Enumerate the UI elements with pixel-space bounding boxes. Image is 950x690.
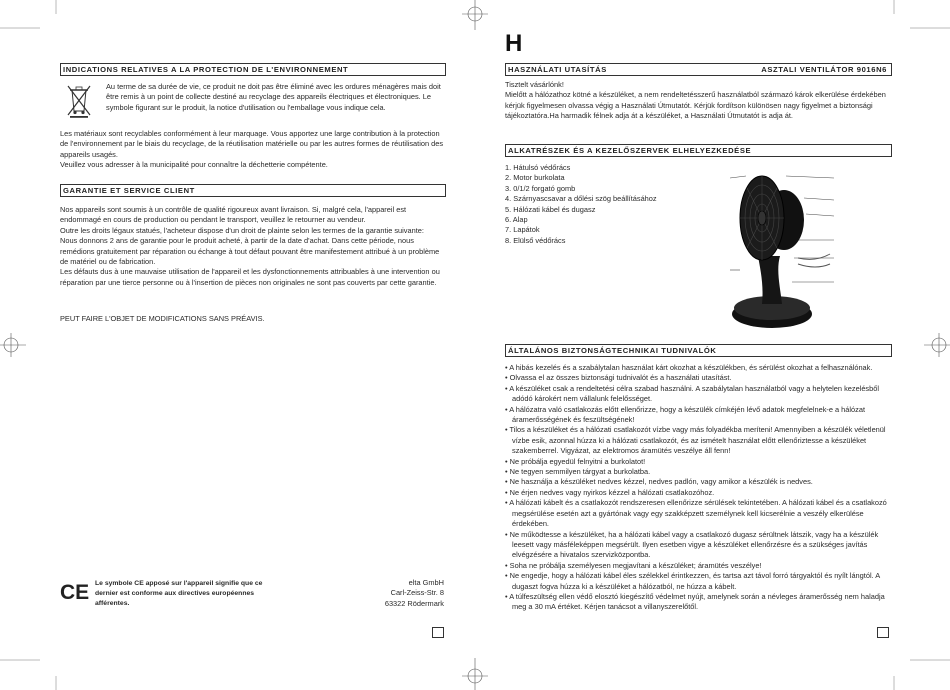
list-item: • A túlfeszültség ellen védő elosztó kiegészítő védelmet nyújt, amelynek során a névleges áramerősség nem haladja meg a 30 mA értéket. Kérjen tanácsot a villanyszerelőtől. <box>505 592 891 613</box>
list-item: • Ne használja a készüléket nedves kézzel, nedves padlón, vagy amikor a készülék is nedves. <box>505 477 891 487</box>
address-line: 63322 Rödermark <box>384 598 444 608</box>
warranty-paragraph: Les défauts dus à une mauvaise utilisation de l'appareil et les dysfonctionnements attribuables à une intervention ou réparation par une tierce personne ou à l'insertion de pièces non originales ne sont pas couverts par cette garantie. <box>60 267 440 287</box>
intro-text: Mielőtt a hálózathoz kötné a készüléket, a nem rendeltetésszerű használatból származó károk elkerülése érdekében kérjük figyelmesen olvassa végig a Használati Útmutatót. Kérjük fordítson különösen nagy figyelmet a biztonsági tájékoztatóra.Ha harmadik félnek adja át a készüléket, a Használati Útmutatót is adja át. <box>505 90 886 121</box>
environment-paragraph: Veuillez vous adresser à la municipalité pour connaître la déchetterie compétente. <box>60 160 328 170</box>
environment-paragraph: Les matériaux sont recyclables conformément à leur marquage. Vous apportez une large contribution à la protection de l'environnement par le biais du recyclage, de la réutilisation matérielle ou par les autres formes de réutilisation des appareils usagés. <box>60 129 444 159</box>
parts-list <box>505 163 705 246</box>
list-item: • Ne működtesse a készüléket, ha a hálózati kábel vagy a csatlakozó dugasz sérültnek látszik, vagy ha a készülék leesett vagy másféleképpen megsérült. Ilyen esetben vigye a készüléket ellenőrzésre és a szükséges javítás elvégzésére a hivatalos szervizközpontba. <box>505 530 891 561</box>
list-item: 5. Hálózati kábel és dugasz <box>505 204 596 214</box>
ce-mark-icon <box>60 580 90 602</box>
list-item: • Ne próbálja egyedül felnyitni a burkolatot! <box>505 457 891 467</box>
page-number-box-left <box>432 627 444 638</box>
crossed-out-wheelie-bin-icon <box>64 84 94 118</box>
list-item: • Ne engedje, hogy a hálózati kábel éles szélekkel érintkezzen, és tartsa azt távol forró tárgyaktól és nyílt lángtól. A dugaszt fogva húzza ki a készüléket a hálózatból, ne húzza a kábelt. <box>505 571 891 592</box>
list-item: • A hálózatra való csatlakozás előtt ellenőrizze, hogy a készülék címkéjén lévő adatok megfelelnek-e a hálózat áramerősségének és feszültségének! <box>505 405 891 426</box>
desk-fan-illustration <box>726 158 838 330</box>
list-item: • A hibás kezelés és a szabálytalan használat kárt okozhat a készülékben, és sérülést okozhat a felhasználónak. <box>505 363 891 373</box>
warranty-paragraph: Outre les droits légaux statués, l'acheteur dispose d'un droit de plainte selon les termes de la garantie suivante: <box>60 225 424 235</box>
address-line: Carl-Zeiss-Str. 8 <box>390 588 444 598</box>
list-item: 4. Szárnyascsavar a dőlési szög beállításához <box>505 194 657 204</box>
product-title: ASZTALI VENTILÁTOR 9016N6 <box>761 65 887 74</box>
intro-block <box>505 80 890 122</box>
list-item: • A készüléket csak a rendeltetési célra szabad használni. A szabálytalan használatból vagy a helytelen kezelésből adódó károkért nem vállalunk felelősséget. <box>505 384 891 405</box>
list-item: • Olvassa el az összes biztonsági tudnivalót és a használati utasítást. <box>505 373 891 383</box>
ce-mark-text: CE <box>60 581 90 602</box>
environment-section-title: INDICATIONS RELATIVES A LA PROTECTION DE L'ENVIRONNEMENT <box>60 63 446 76</box>
safety-list <box>505 363 891 613</box>
intro-greeting: Tisztelt vásárlónk! <box>505 80 564 89</box>
list-item: 8. Elülső védőrács <box>505 235 566 245</box>
environment-icon-paragraph: Au terme de sa durée de vie, ce produit ne doit pas être éliminé avec les ordures ménagères mais doit être remis à un point de collecte destiné au recyclage des appareils électriques et électroniques. Le symbole figurant sur le produit, la notice d'utilisation ou l'emballage vous indique cela. <box>106 82 441 112</box>
list-item: 2. Motor burkolata <box>505 173 565 183</box>
list-item: 6. Alap <box>505 215 528 225</box>
instructions-header <box>505 63 892 76</box>
page-number-box-right <box>877 627 889 638</box>
list-item: • A hálózati kábelt és a csatlakozót rendszeresen ellenőrizze sérülések tekintetében. A hálózati kábel és a csatlakozó megsérülése esetén azt a gyártónak vagy egy szakképzett személynek kell kicserélnie a veszély elkerülése érdekében. <box>505 498 891 529</box>
list-item: 3. 0/1/2 forgató gomb <box>505 183 576 193</box>
list-item: • Ne tegyen semmilyen tárgyat a burkolatba. <box>505 467 891 477</box>
list-item: 7. Lapátok <box>505 225 540 235</box>
instructions-title: HASZNÁLATI UTASÍTÁS <box>508 65 607 74</box>
warranty-paragraph: Nos appareils sont soumis à un contrôle de qualité rigoureux avant livraison. Si, malgré cela, l'appareil est endommagé en cours de production ou pendant le transport, veuillez le retourner au vendeur. <box>60 205 407 225</box>
ce-statement: Le symbole CE apposé sur l'appareil signifie que ce dernier est conforme aux directives européennes afférentes. <box>95 580 263 607</box>
list-item: • Tilos a készüléket és a hálózati csatlakozót vízbe vagy más folyadékba meríteni! Amennyiben a készülék véletlenül vízbe esik, azonnal húzza ki a hálózati csatlakozót, és az ismételt használat előtt ellenőriztesse a készüléket szakemberrel. Vigyázat, az elektromos áramütés veszélye áll fenn! <box>505 425 891 456</box>
parts-section-title: ALKATRÉSZEK ÉS A KEZELŐSZERVEK ELHELYEZKEDÉSE <box>505 144 892 157</box>
address-line: elta GmbH <box>408 578 444 587</box>
safety-section-title: ÁLTALÁNOS BIZTONSÁGTECHNIKAI TUDNIVALÓK <box>505 344 892 357</box>
list-item: 1. Hátulsó védőrács <box>505 163 571 172</box>
modification-note: PEUT FAIRE L'OBJET DE MODIFICATIONS SANS PRÉAVIS. <box>60 314 265 323</box>
environment-paragraphs <box>60 129 444 171</box>
warranty-text <box>60 205 444 288</box>
warranty-paragraph: Nous donnons 2 ans de garantie pour le produit acheté, à partir de la date d'achat. Dans cette période, nous remédions gratuitement par réparation ou échange à tout défaut pouvant être manifestement attribué à un problème de matériel ou de fabrication. <box>60 236 440 267</box>
manufacturer-address <box>340 578 444 609</box>
list-item: • Soha ne próbálja személyesen megjavítani a készüléket; áramütés veszélye! <box>505 561 891 571</box>
warranty-section-title: GARANTIE ET SERVICE CLIENT <box>60 184 446 197</box>
language-letter: H <box>505 30 523 57</box>
list-item: • Ne érjen nedves vagy nyirkos kézzel a hálózati csatlakozóhoz. <box>505 488 891 498</box>
